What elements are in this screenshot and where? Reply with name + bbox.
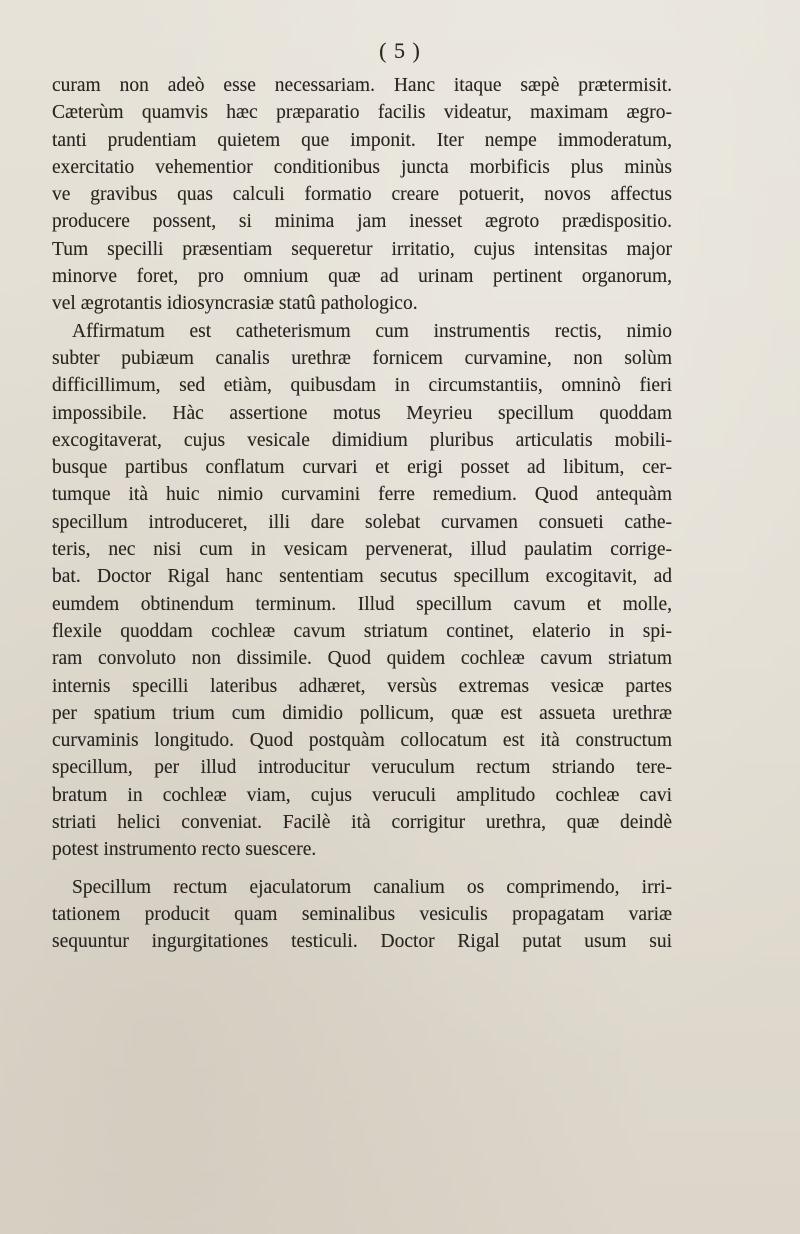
text-line: tumque ità huic nimio curvamini ferre remedium. Quod antequàm: [52, 484, 672, 506]
text-line: Tum specilli præsentiam sequeretur irritatio, cujus intensitas major: [52, 238, 672, 260]
text-line: potest instrumento recto suescere.: [52, 839, 317, 861]
text-line: specillum introduceret, illi dare solebat curvamen consueti cathe-: [52, 511, 672, 533]
text-line: teris, nec nisi cum in vesicam pervenerat, illud paulatim corrige-: [52, 539, 672, 561]
text-line: Cæterùm quamvis hæc præparatio facilis videatur, maximam ægro-: [52, 102, 672, 124]
text-line: striati helici conveniat. Facilè ità corrigitur urethra, quæ deindè: [52, 812, 672, 834]
text-line: busque partibus conflatum curvari et erigi posset ad libitum, cer-: [52, 457, 672, 479]
text-line: curam non adeò esse necessariam. Hanc itaque sæpè prætermisit.: [52, 75, 672, 96]
text-line: internis specilli lateribus adhæret, versùs extremas vesicæ partes: [52, 675, 672, 697]
text-line: ram convoluto non dissimile. Quod quidem cochleæ cavum striatum: [52, 648, 672, 670]
text-line: subter pubiæum canalis urethræ fornicem curvamine, non solùm: [52, 347, 672, 369]
text-line: sequuntur ingurgitationes testiculi. Doctor Rigal putat usum sui: [52, 931, 672, 953]
paragraph-3: [52, 874, 672, 956]
text-line: flexile quoddam cochleæ cavum striatum continet, elaterio in spi-: [52, 620, 672, 642]
text-line: producere possent, si minima jam inesset ægroto prædispositio.: [52, 211, 672, 233]
text-line: tanti prudentiam quietem que imponit. Iter nempe immoderatum,: [52, 129, 672, 151]
page-number: ( 5 ): [379, 38, 421, 63]
text-line: excogitaverat, cujus vesicale dimidium pluribus articulatis mobili-: [52, 429, 672, 451]
text-line: difficillimum, sed etiàm, quibusdam in circumstantiis, omninò fieri: [52, 375, 672, 397]
text-line: specillum, per illud introducitur veruculum rectum striando tere-: [52, 757, 672, 779]
text-line: bratum in cochleæ viam, cujus veruculi amplitudo cochleæ cavi: [52, 784, 672, 806]
text-line: minorve foret, pro omnium quæ ad urinam pertinent organorum,: [52, 266, 672, 288]
text-line: Affirmatum est catheterismum cum instrumentis rectis, nimio: [72, 320, 672, 342]
paragraph-1: [52, 72, 672, 318]
paragraph-spacer: [52, 864, 672, 874]
paragraph-2: [52, 318, 672, 864]
text-line: curvaminis longitudo. Quod postquàm collocatum est ità constructum: [52, 730, 672, 752]
text-line: exercitatio vehementior conditionibus juncta morbificis plus minùs: [52, 156, 672, 178]
body-text: [52, 72, 672, 956]
text-line: eumdem obtinendum terminum. Illud specillum cavum et molle,: [52, 593, 672, 615]
text-line: bat. Doctor Rigal hanc sententiam secutus specillum excogitavit, ad: [52, 566, 672, 588]
text-line: ve gravibus quas calculi formatio creare potuerit, novos affectus: [52, 184, 672, 206]
text-line: vel ægrotantis idiosyncrasiæ statû pathologico.: [52, 293, 418, 315]
text-line: Specillum rectum ejaculatorum canalium os comprimendo, irri-: [72, 876, 672, 898]
text-line: tationem producit quam seminalibus vesiculis propagatam variæ: [52, 903, 672, 925]
text-line: per spatium trium cum dimidio pollicum, quæ est assueta urethræ: [52, 702, 672, 724]
text-line: impossibile. Hàc assertione motus Meyrieu specillum quoddam: [52, 402, 672, 424]
